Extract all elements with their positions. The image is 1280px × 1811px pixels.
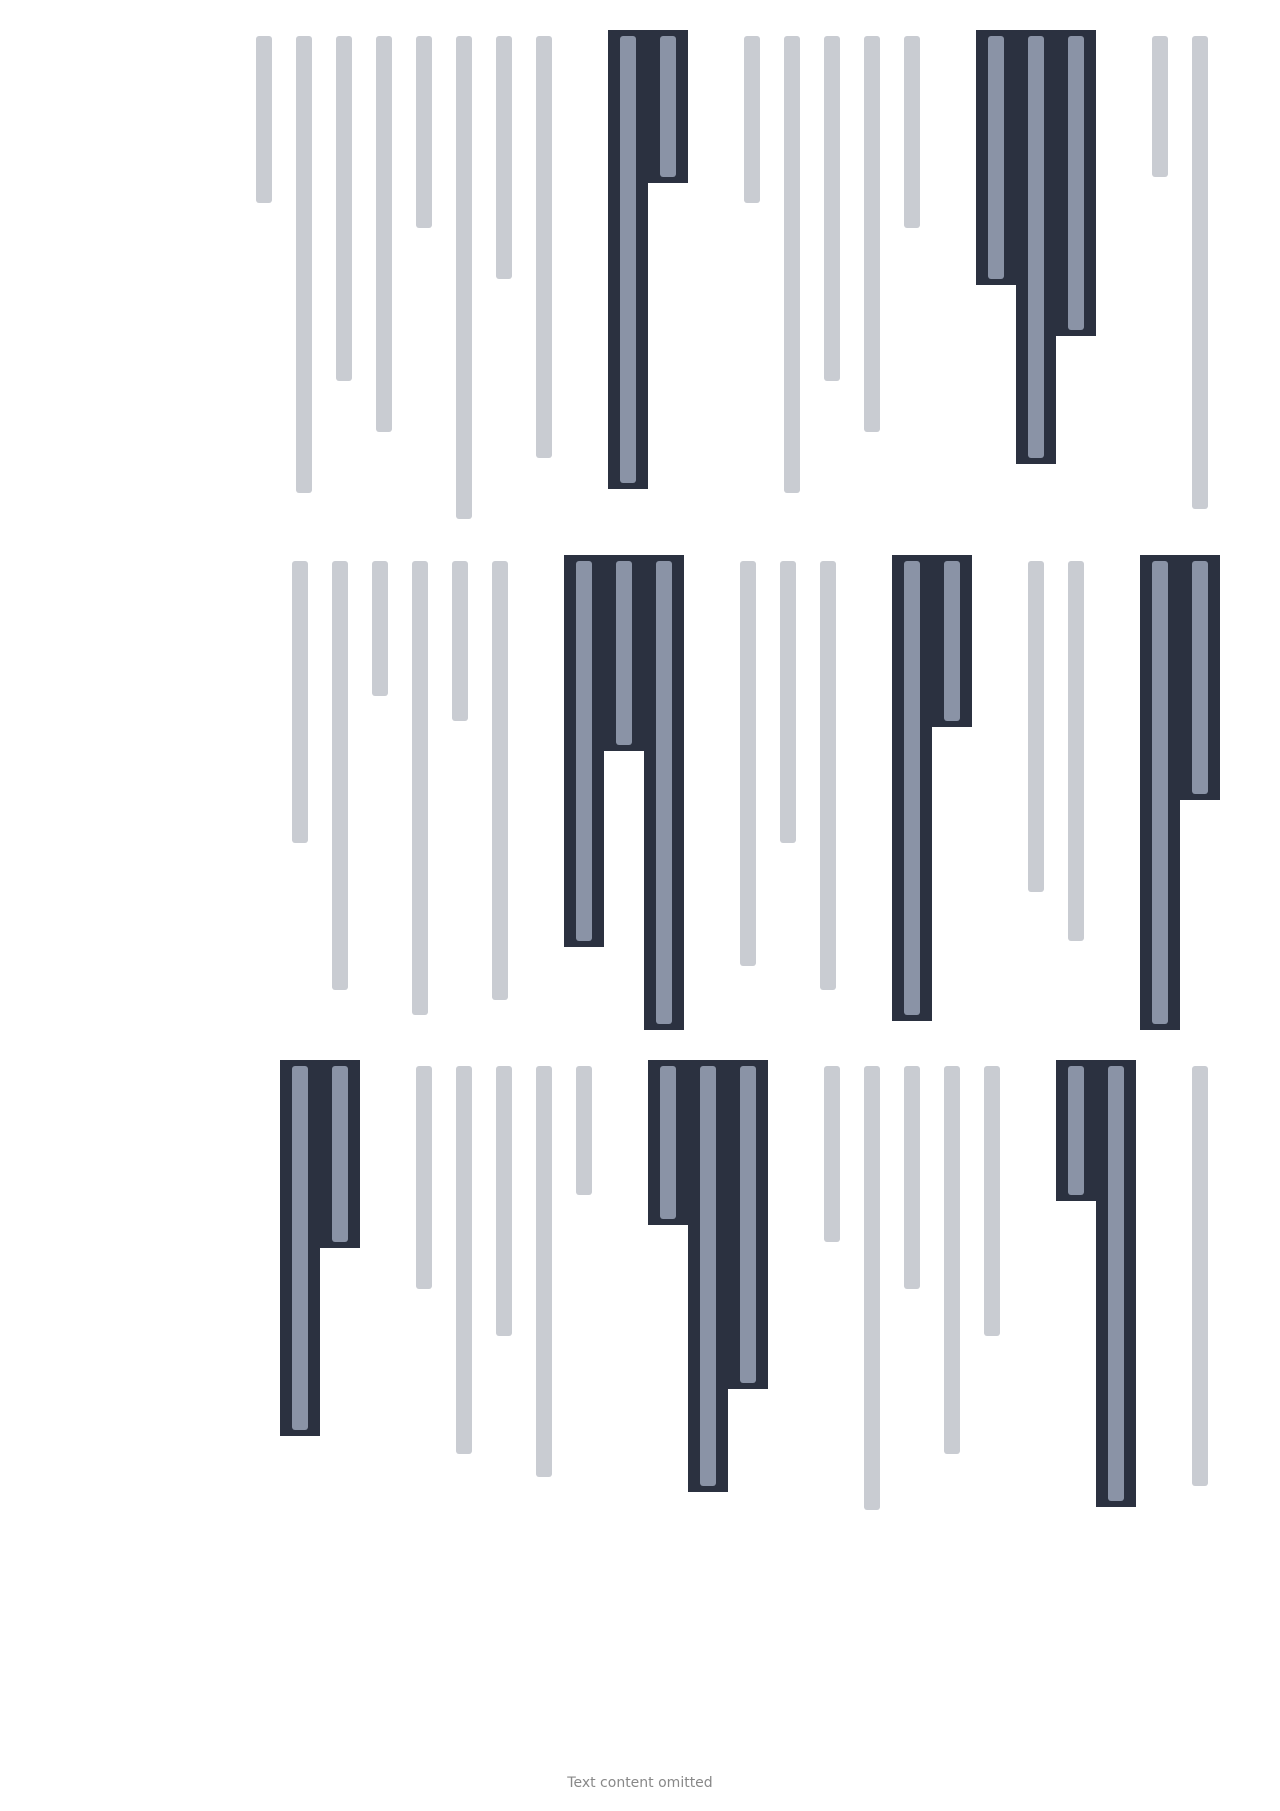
redacted-text-line [820, 561, 836, 990]
text-row-top [80, 30, 1220, 540]
text-row-middle [80, 555, 1220, 1045]
redacted-text-line [864, 1066, 880, 1510]
column-spacer [688, 30, 732, 540]
dialogue-column [280, 555, 320, 849]
dialogue-column [812, 1060, 852, 1248]
narration-column [932, 555, 972, 727]
redacted-text-line [984, 1066, 1000, 1336]
redacted-text-line [700, 1066, 716, 1486]
redacted-text-line [332, 561, 348, 990]
column-spacer [848, 555, 892, 1045]
column-spacer [1136, 1060, 1180, 1530]
dialogue-column [404, 1060, 444, 1295]
dialogue-column [768, 555, 808, 849]
dialogue-column [444, 30, 484, 525]
narration-column [608, 30, 648, 489]
dialogue-column [728, 555, 768, 972]
redacted-text-line [864, 36, 880, 432]
column-spacer [360, 1060, 404, 1530]
narration-column [1096, 1060, 1136, 1507]
narration-column [1180, 555, 1220, 800]
redacted-text-line [904, 561, 920, 1015]
narration-column [648, 1060, 688, 1225]
column-spacer [520, 555, 564, 1045]
redacted-text-line [988, 36, 1004, 279]
redacted-text-line [944, 1066, 960, 1454]
dialogue-column [400, 555, 440, 1021]
column-spacer [604, 1060, 648, 1530]
redacted-text-line [656, 561, 672, 1024]
narration-column [320, 1060, 360, 1248]
dialogue-column [404, 30, 444, 234]
dialogue-column [732, 30, 772, 209]
narration-column [1056, 30, 1096, 336]
redacted-text-line [536, 36, 552, 458]
redacted-text-line [740, 1066, 756, 1383]
column-spacer [932, 30, 976, 540]
dialogue-column [1180, 30, 1220, 515]
column-spacer [1096, 555, 1140, 1045]
column-spacer [972, 555, 1016, 1045]
dialogue-column [772, 30, 812, 499]
redacted-text-line [416, 36, 432, 228]
redacted-text-line [1192, 1066, 1208, 1486]
redacted-text-line [1152, 561, 1168, 1024]
dialogue-column [1056, 555, 1096, 947]
redacted-text-line [1152, 36, 1168, 177]
redacted-text-line [904, 36, 920, 228]
narration-column [280, 1060, 320, 1436]
column-spacer [564, 30, 608, 540]
dialogue-column [320, 555, 360, 996]
dialogue-column [484, 1060, 524, 1342]
narration-column [564, 555, 604, 947]
dialogue-column [1180, 1060, 1220, 1492]
redacted-text-line [296, 36, 312, 493]
redacted-text-line [904, 1066, 920, 1289]
redacted-text-line [1192, 36, 1208, 509]
redacted-text-line [292, 561, 308, 843]
redacted-text-line [256, 36, 272, 203]
dialogue-column [932, 1060, 972, 1460]
text-row-bottom [80, 1060, 1220, 1530]
content-omitted-notice: Text content omitted [567, 1775, 713, 1791]
redacted-text-line [456, 1066, 472, 1454]
redacted-text-line [660, 1066, 676, 1219]
redacted-text-line [660, 36, 676, 177]
redacted-text-line [336, 36, 352, 381]
redacted-text-line [1108, 1066, 1124, 1501]
column-spacer [1096, 30, 1140, 540]
dialogue-column [808, 555, 848, 996]
dialogue-column [852, 1060, 892, 1516]
dialogue-column [480, 555, 520, 1006]
narration-column [1016, 30, 1056, 464]
dialogue-column [484, 30, 524, 285]
redacted-text-line [1068, 561, 1084, 941]
narration-column [728, 1060, 768, 1389]
redacted-text-line [292, 1066, 308, 1430]
redacted-text-line [416, 1066, 432, 1289]
redacted-text-line [576, 561, 592, 941]
redacted-text-line [412, 561, 428, 1015]
dialogue-column [1016, 555, 1056, 898]
redacted-text-line [452, 561, 468, 721]
column-spacer [768, 1060, 812, 1530]
narration-column [688, 1060, 728, 1492]
dialogue-column [564, 1060, 604, 1201]
dialogue-column [364, 30, 404, 438]
dialogue-column [892, 1060, 932, 1295]
dialogue-column [244, 30, 284, 209]
redacted-text-line [1068, 36, 1084, 330]
dialogue-column [360, 555, 400, 702]
dialogue-column [524, 30, 564, 464]
dialogue-column [324, 30, 364, 387]
dialogue-column [1140, 30, 1180, 183]
redacted-text-line [740, 561, 756, 966]
redacted-text-line [456, 36, 472, 519]
redacted-text-line [496, 36, 512, 279]
narration-column [976, 30, 1016, 285]
redacted-text-line [576, 1066, 592, 1195]
redacted-text-line [780, 561, 796, 843]
redacted-text-line [824, 1066, 840, 1242]
redacted-text-line [372, 561, 388, 696]
dialogue-column [440, 555, 480, 727]
dialogue-column [444, 1060, 484, 1460]
dialogue-column [524, 1060, 564, 1483]
dialogue-column [852, 30, 892, 438]
redacted-text-line [1028, 36, 1044, 458]
dialogue-column [284, 30, 324, 499]
narration-column [1140, 555, 1180, 1030]
redacted-text-line [496, 1066, 512, 1336]
redacted-text-line [824, 36, 840, 381]
narration-column [648, 30, 688, 183]
redacted-text-line [376, 36, 392, 432]
redacted-text-line [620, 36, 636, 483]
redacted-text-line [536, 1066, 552, 1477]
redacted-text-line [944, 561, 960, 721]
column-spacer [1012, 1060, 1056, 1530]
dialogue-column [892, 30, 932, 234]
redacted-text-line [1068, 1066, 1084, 1195]
narration-column [1056, 1060, 1096, 1201]
column-spacer [684, 555, 728, 1045]
redacted-text-line [1028, 561, 1044, 892]
redacted-text-line [744, 36, 760, 203]
redacted-text-line [1192, 561, 1208, 794]
redacted-text-line [492, 561, 508, 1000]
narration-column [604, 555, 644, 751]
narration-column [892, 555, 932, 1021]
dialogue-column [812, 30, 852, 387]
redacted-text-line [784, 36, 800, 493]
redacted-text-line [616, 561, 632, 745]
redacted-text-line [332, 1066, 348, 1242]
narration-column [644, 555, 684, 1030]
dialogue-column [972, 1060, 1012, 1342]
